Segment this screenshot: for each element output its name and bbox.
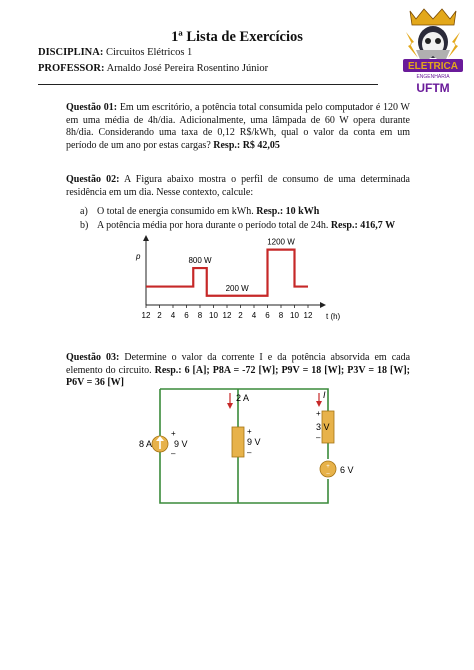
- power-profile-chart: [130, 233, 360, 333]
- logo-bottom-text: UFTM: [416, 81, 450, 95]
- voltage-source-6v: [320, 461, 336, 477]
- element-9v: [232, 427, 244, 457]
- x-tick-label: 6: [265, 311, 270, 320]
- mid-plus: +: [247, 427, 252, 436]
- x-tick-label: 6: [184, 311, 189, 320]
- logo-small-text: ENGENHARIA: [416, 74, 450, 80]
- x-tick-label: 12: [222, 311, 232, 320]
- page-title: 1ª Lista de Exercícios: [171, 29, 303, 45]
- q1-label: Questão 01:: [66, 102, 118, 113]
- x-tick-label: 12: [141, 311, 151, 320]
- x-tick-label: 4: [170, 311, 176, 320]
- left-9v-label: 9 V: [174, 439, 188, 449]
- data-label: 200 W: [225, 283, 249, 293]
- header-divider: [38, 84, 378, 85]
- q2-item-a-text: O total de energia consumido em kWh.: [97, 206, 254, 217]
- uftm-logo: [402, 6, 464, 104]
- x-tick-label: 10: [290, 311, 299, 320]
- question-1: [66, 102, 410, 152]
- right-minus: –: [316, 433, 321, 442]
- current-2a-label: 2 A: [236, 393, 250, 403]
- q2-item-b-text: A potência média por hora durante o período total de 24h.: [97, 220, 329, 231]
- source-current-label: 8 A: [139, 439, 153, 449]
- discipline-value: Circuitos Elétricos 1: [105, 47, 193, 58]
- logo-top-text: ELETRICA: [408, 61, 458, 72]
- q3-answer: Resp.: 6 [A]; P8A = -72 [W]; P9V = 18 [W]; P3V = 18 [W]; P6V = 36 [W]: [66, 364, 410, 389]
- x-tick-label: 8: [197, 311, 203, 320]
- data-label: 800 W: [188, 256, 212, 266]
- x-axis-arrow: [320, 302, 326, 308]
- mid-minus: –: [247, 448, 252, 457]
- circuit-diagram: [110, 385, 360, 515]
- right-plus: +: [316, 409, 321, 418]
- x-tick-label: 2: [238, 311, 243, 320]
- y-axis-arrow: [143, 235, 149, 241]
- professor-value: Arnaldo José Pereira Rosentino Júnior: [106, 63, 269, 74]
- q3-label: Questão 03:: [66, 352, 120, 363]
- discipline-line: [38, 47, 192, 58]
- right-3v-label: 3 V: [316, 422, 330, 432]
- vs-plus: +: [326, 464, 330, 470]
- x-tick-label: 4: [251, 311, 257, 320]
- data-label: 1200 W: [267, 237, 295, 247]
- q2-item-a-letter: a): [80, 206, 88, 217]
- x-tick-label: 2: [157, 311, 162, 320]
- q3-text: Determine o valor da corrente I e da potência absorvida em cada elemento do circuito.: [66, 352, 411, 376]
- q2-item-b: [80, 220, 395, 231]
- q2-item-b-answer: Resp.: 416,7 W: [330, 220, 396, 231]
- q2-item-b-letter: b): [80, 220, 89, 231]
- left-minus: –: [171, 449, 176, 458]
- mid-9v-label: 9 V: [247, 437, 261, 447]
- x-tick-label: 12: [303, 311, 313, 320]
- y-axis-label: p: [136, 252, 141, 261]
- x-tick-label: 10: [209, 311, 218, 320]
- professor-label: PROFESSOR:: [38, 63, 105, 74]
- q2-text: A Figura abaixo mostra o perfil de consumo de uma determinada residência em um dia. Nesse contexto, calcule:: [66, 174, 410, 198]
- question-2: [66, 174, 410, 199]
- vs-minus: –: [326, 471, 330, 477]
- current-2a-arrow: [227, 393, 233, 409]
- current-i-label: I: [323, 390, 326, 400]
- professor-line: [38, 63, 268, 74]
- current-source-8a: [152, 436, 168, 452]
- q2-label: Questão 02:: [66, 174, 120, 185]
- q2-item-a: [80, 206, 319, 217]
- current-i-arrow: [316, 393, 322, 407]
- q1-answer: Resp.: R$ 42,05: [213, 139, 280, 151]
- crown-icon: [410, 9, 456, 25]
- x-axis-label: t (h): [326, 312, 341, 321]
- discipline-label: DISCIPLINA:: [38, 47, 104, 58]
- right-6v-label: 6 V: [340, 465, 354, 475]
- skull-icon: [416, 26, 450, 64]
- left-plus: +: [171, 429, 176, 438]
- q2-item-a-answer: Resp.: 10 kWh: [256, 206, 320, 217]
- x-tick-label: 8: [278, 311, 284, 320]
- q1-text: Em um escritório, a potência total consumida pelo computador é 120 W em uma média de 4h/dia. Adicionalmente, uma lâmpada de 60 W opera durante 8h/dia. Considerando uma taxa de 0,12 R$/kWh, qual o valor da conta em um período de um ano por estas cargas?: [66, 102, 411, 151]
